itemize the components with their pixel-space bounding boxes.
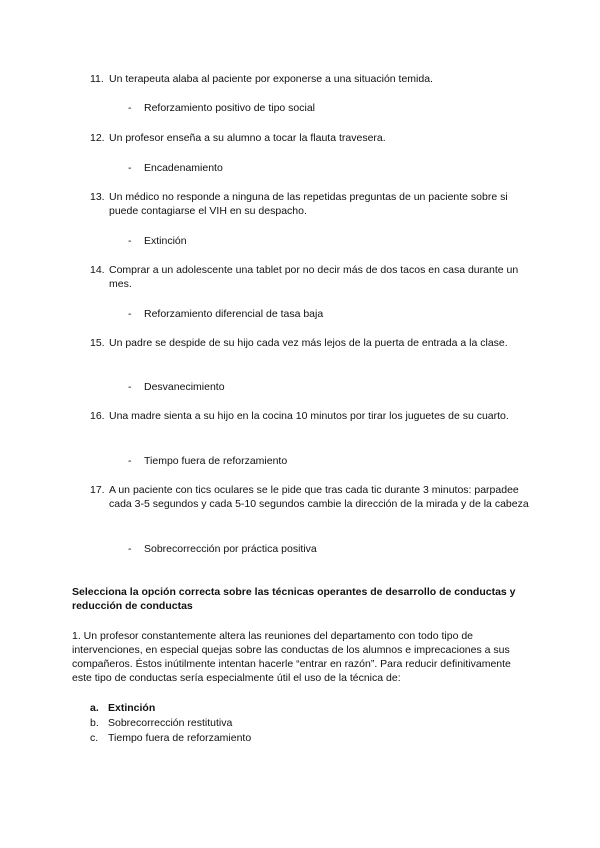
item-answer — [128, 307, 528, 321]
option-text: Sobrecorrección restitutiva — [108, 717, 233, 729]
question-paragraph: 1. Un profesor constantemente altera las reuniones del departamento con todo tipo de intervenciones, en especial quejas sobre las conductas de los alumnos e imprecaciones a sus compañeros. Éstos inútilmente intentan hacerle “entrar en razón”. Para reducir definitivamente este tipo de conductas sería especialmente útil el uso de la técnica de: — [72, 630, 511, 684]
answer-text: Sobrecorrección por práctica positiva — [144, 543, 317, 555]
option-letter: c. — [90, 732, 99, 744]
option-c — [90, 731, 490, 745]
option-a — [90, 701, 490, 715]
answer-text: Desvanecimiento — [144, 381, 225, 393]
item-question: Un padre se despide de su hijo cada vez más lejos de la puerta de entrada a la clase. — [109, 337, 508, 349]
item-question: Un médico no responde a ninguna de las repetidas preguntas de un paciente sobre si puede contagiarse el VIH en su despacho. — [109, 191, 508, 217]
answer-text: Extinción — [144, 235, 187, 247]
item-question: Un terapeuta alaba al paciente por exponerse a una situación temida. — [109, 73, 433, 85]
answer-text: Tiempo fuera de reforzamiento — [144, 455, 288, 467]
item-answer — [128, 542, 528, 556]
item-number: 12. — [90, 132, 105, 144]
list-item — [90, 336, 530, 350]
answer-text: Encadenamiento — [144, 162, 223, 174]
answer-dash: - — [128, 543, 132, 555]
answer-dash: - — [128, 308, 132, 320]
item-number: 15. — [90, 337, 105, 349]
answer-text: Reforzamiento positivo de tipo social — [144, 102, 316, 114]
item-question: Una madre sienta a su hijo en la cocina 10 minutos por tirar los juguetes de su cuarto. — [109, 410, 509, 422]
item-answer — [128, 101, 528, 115]
item-question: Comprar a un adolescente una tablet por no decir más de dos tacos en casa durante un mes. — [109, 264, 519, 290]
item-number: 11. — [90, 73, 104, 85]
option-b — [90, 716, 490, 730]
option-letter: b. — [90, 717, 99, 729]
answer-dash: - — [128, 381, 132, 393]
option-text: Tiempo fuera de reforzamiento — [108, 732, 252, 744]
list-item — [90, 483, 530, 511]
item-answer — [128, 161, 528, 175]
item-question: Un profesor enseña a su alumno a tocar la flauta travesera. — [109, 132, 386, 144]
item-number: 16. — [90, 410, 105, 422]
section-heading: Selecciona la opción correcta sobre las técnicas operantes de desarrollo de conductas y reducción de conductas — [72, 586, 516, 612]
list-item — [90, 72, 530, 86]
list-item — [90, 131, 530, 145]
item-number: 13. — [90, 191, 105, 203]
item-question: A un paciente con tics oculares se le pide que tras cada tic durante 3 minutos: parpadee cada 3-5 segundos y cada 5-10 segundos cambie la dirección de la mirada y de la cabeza — [109, 484, 529, 510]
item-number: 14. — [90, 264, 105, 276]
answer-dash: - — [128, 162, 132, 174]
item-answer — [128, 454, 528, 468]
answer-dash: - — [128, 102, 132, 114]
item-answer — [128, 234, 528, 248]
option-text: Extinción — [108, 702, 156, 714]
answer-dash: - — [128, 455, 132, 467]
list-item — [90, 190, 530, 218]
list-item — [90, 263, 530, 291]
list-item — [90, 409, 530, 423]
answer-dash: - — [128, 235, 132, 247]
item-answer — [128, 380, 528, 394]
option-letter: a. — [90, 702, 99, 714]
item-number: 17. — [90, 484, 105, 496]
answer-text: Reforzamiento diferencial de tasa baja — [144, 308, 324, 320]
